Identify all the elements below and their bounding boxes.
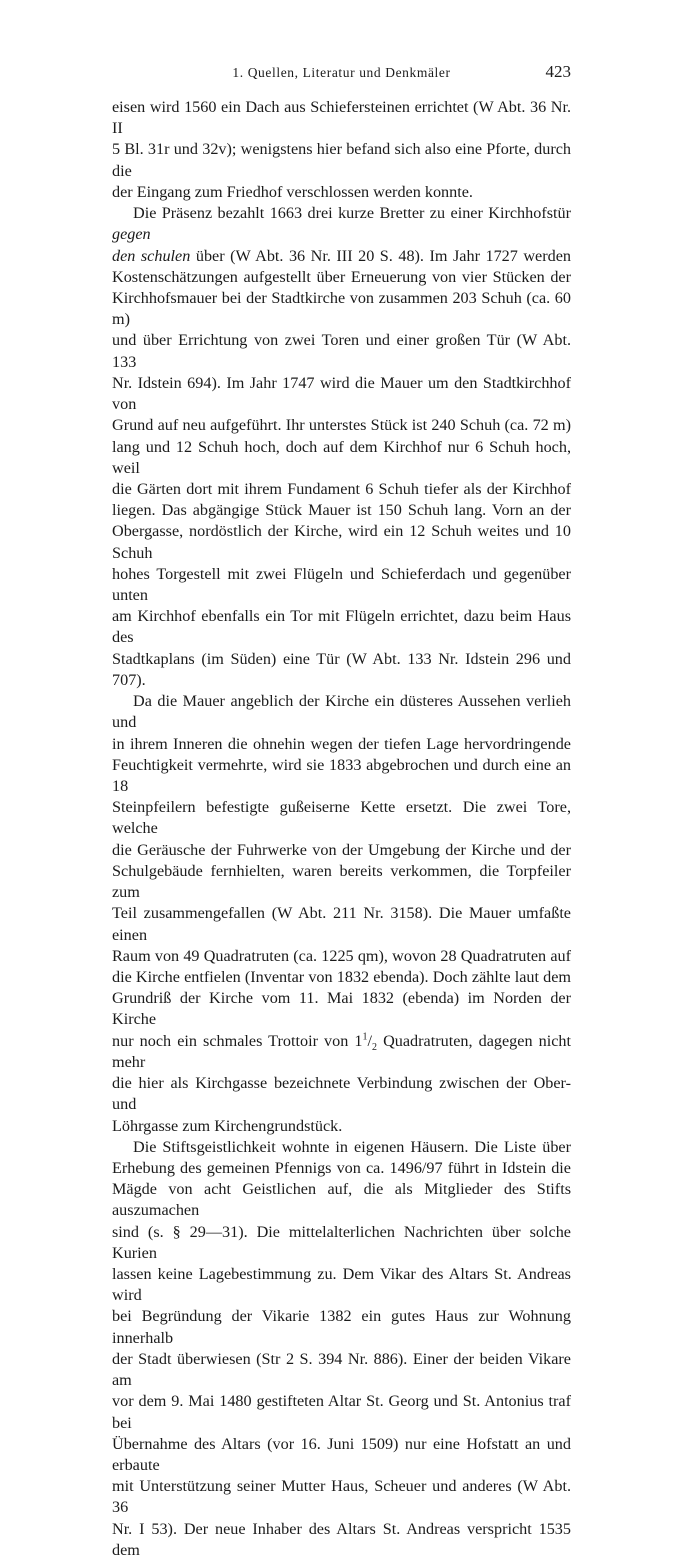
text-line: die Kirche entfielen (Inventar von 1832 ebenda). Doch zählte laut dem [112,967,571,986]
text-line: Stadtkaplans (im Süden) eine Tür (W Abt. 133 Nr. Idstein 296 und 707). [112,649,571,689]
italic-quote: gegen [112,225,151,244]
text-line: Schulgebäude fernhielten, waren bereits verkommen, die Torpfeiler zum [112,861,571,902]
body-text [112,97,571,1561]
paragraph-2 [112,203,571,691]
text-run: über (W Abt. 36 Nr. III 20 S. 48). Im Jahr 1727 werden [190,246,571,265]
text-line: Grundriß der Kirche vom 11. Mai 1832 (ebenda) im Norden der Kirche [112,989,571,1029]
text-line: Erhebung des gemeinen Pfennigs von ca. 1496/97 führt in Idstein die [112,1158,571,1177]
text-line: hohes Torgestell mit zwei Flügeln und Schieferdach und gegenüber unten [112,564,571,605]
text-line: Da die Mauer angeblich der Kirche ein düsteres Aussehen verlieh und [112,692,571,732]
text-line: Grund auf neu aufgeführt. Ihr unterstes Stück ist 240 Schuh (ca. 72 m) [112,416,571,435]
text-line: Feuchtigkeit vermehrte, wird sie 1833 abgebrochen und durch eine an 18 [112,755,571,795]
text-line: 5 Bl. 31r und 32v); wenigstens hier befand sich also eine Pforte, durch die [112,140,571,180]
paragraph-4 [112,1137,571,1561]
fraction-denominator: 2 [372,1041,377,1053]
text-line: Obergasse, nordöstlich der Kirche, wird ein 12 Schuh weites und 10 Schuh [112,522,571,562]
fraction-numerator: 1 [362,1031,368,1043]
text-line: nur noch ein schmales Trottoir von $1^1/_2$ Quadratruten, dagegen nicht mehr [112,1031,571,1071]
text-line: Nr. Idstein 694). Im Jahr 1747 wird die Mauer um den Stadtkirchhof von [112,373,571,414]
text-line: Kostenschätzungen aufgestellt über Erneuerung von vier Stücken der [112,267,571,286]
text-line: vor dem 9. Mai 1480 gestifteten Altar St. Georg und St. Antonius traf bei [112,1392,571,1432]
text-line: der Eingang zum Friedhof verschlossen werden konnte. [112,182,473,201]
text-line: am Kirchhof ebenfalls ein Tor mit Flügeln errichtet, dazu beim Haus des [112,607,571,647]
text-line: sind (s. § 29—31). Die mittelalterlichen Nachrichten über solche Kurien [112,1222,571,1262]
text-line: Raum von 49 Quadratruten (ca. 1225 qm), wovon 28 Quadratruten auf [112,946,571,965]
text-run: Quadratruten, dagegen nicht mehr [112,1031,571,1071]
text-line: lassen keine Lagebestimmung zu. Dem Vikar des Altars St. Andreas wird [112,1265,571,1305]
paragraph-3 [112,691,571,1137]
text-line: Übernahme des Altars (vor 16. Juni 1509) nur eine Hofstatt an und erbaute [112,1434,571,1474]
running-head: 1. Quellen, Literatur und Denkmäler [232,65,451,80]
text-run: Die Präsenz bezahlt 1663 drei kurze Bretter zu einer Kirchhofstür [133,204,571,223]
text-line: liegen. Das abgängige Stück Mauer ist 150 Schuh lang. Vorn an der [112,501,571,520]
text-line: lang und 12 Schuh hoch, doch auf dem Kirchhof nur 6 Schuh hoch, weil [112,437,571,477]
text-line: in ihrem Inneren die ohnehin wegen der tiefen Lage hervordringende [112,734,571,753]
text-line: Steinpfeilern befestigte gußeiserne Kette ersetzt. Die zwei Tore, welche [112,798,571,838]
page-header [112,62,571,86]
text-line: bei Begründung der Vikarie 1382 ein gutes Haus zur Wohnung innerhalb [112,1307,571,1347]
text-line: eisen wird 1560 ein Dach aus Schiefersteinen errichtet (W Abt. 36 Nr. II [112,98,571,138]
text-run: nur noch ein schmales Trottoir von 1 [112,1031,363,1050]
text-line: Löhrgasse zum Kirchengrundstück. [112,1116,343,1135]
text-line: der Stadt überwiesen (Str 2 S. 394 Nr. 886). Einer der beiden Vikare am [112,1349,571,1390]
text-line [112,246,571,267]
paragraph-1 [112,97,571,203]
page-number: 423 [545,62,571,81]
text-line [112,203,571,245]
text-line: Nr. I 53). Der neue Inhaber des Altars St. Andreas verspricht 1535 dem [112,1519,571,1559]
text-line: die Gärten dort mit ihrem Fundament 6 Schuh tiefer als der Kirchhof [112,479,571,498]
text-line: Die Stiftsgeistlichkeit wohnte in eigenen Häusern. Die Liste über [133,1137,571,1156]
text-line: Teil zusammengefallen (W Abt. 211 Nr. 3158). Die Mauer umfaßte einen [112,904,571,944]
italic-quote: den schulen [112,246,191,265]
text-line: mit Unterstützung seiner Mutter Haus, Scheuer und anderes (W Abt. 36 [112,1477,571,1517]
text-line: und über Errichtung von zwei Toren und einer großen Tür (W Abt. 133 [112,331,571,371]
text-line: die Geräusche der Fuhrwerke von der Umgebung der Kirche und der [112,840,571,859]
text-line: die hier als Kirchgasse bezeichnete Verbindung zwischen der Ober- und [112,1074,571,1114]
text-line: Mägde von acht Geistlichen auf, die als Mitglieder des Stifts auszumachen [112,1180,571,1220]
text-line: Kirchhofsmauer bei der Stadtkirche von zusammen 203 Schuh (ca. 60 m) [112,288,571,329]
